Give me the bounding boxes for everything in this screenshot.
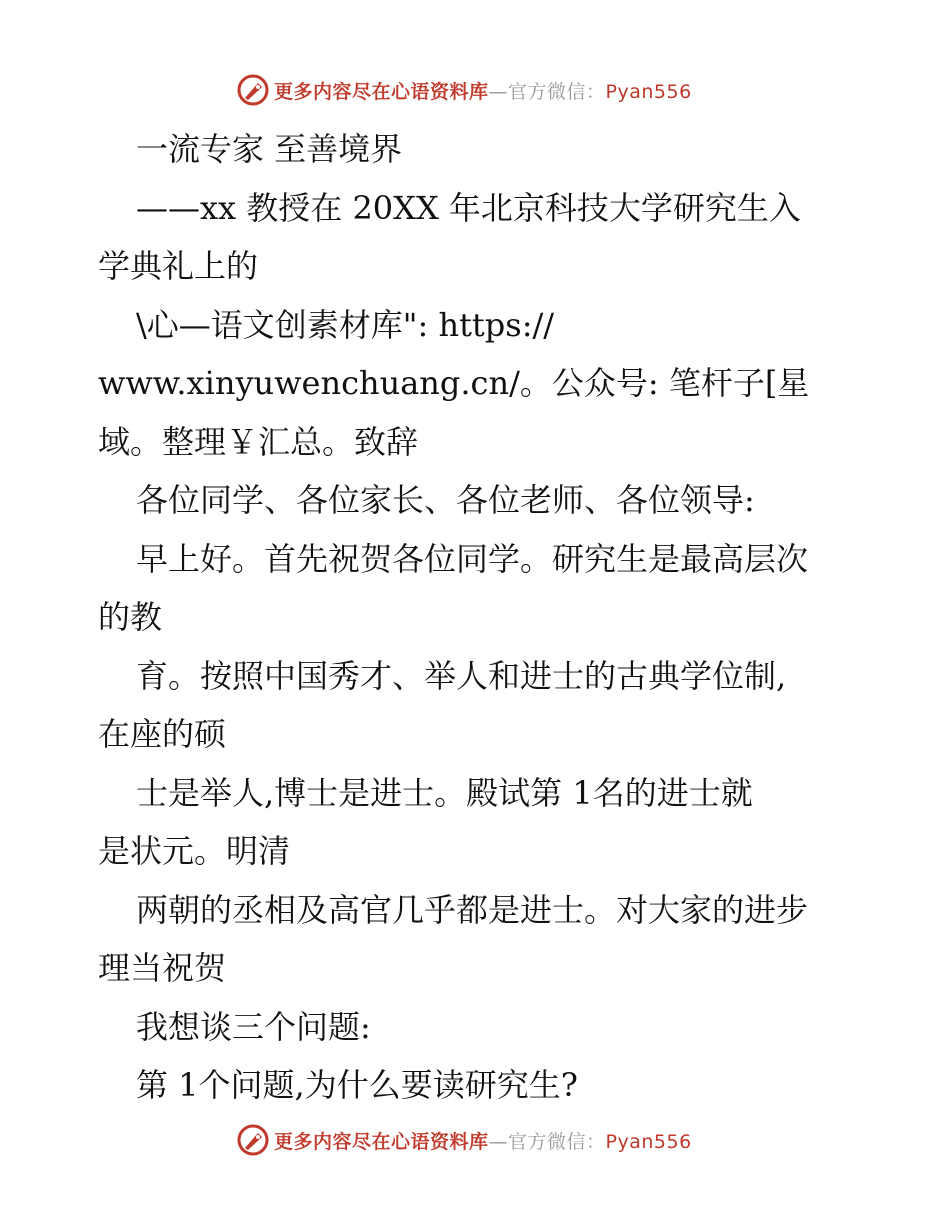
- doc-paragraph-line: 理当祝贺: [98, 949, 227, 987]
- doc-paragraph-line: 士是举人,博士是进士。殿试第 1名的进士就: [136, 773, 753, 812]
- footer-banner: [236, 1120, 716, 1160]
- header-banner-main: 更多内容尽在心语资料库: [274, 80, 489, 103]
- doc-source-line-2: www.xinyuwenchuang.cn/。公众号: 笔杆子[星: [98, 364, 810, 402]
- header-banner-wechat-id: Pyan556: [605, 80, 692, 103]
- doc-paragraph-line: 育。按照中国秀才、举人和进士的古典学位制,: [136, 656, 787, 695]
- doc-paragraph-line: 我想谈三个问题:: [136, 1007, 371, 1046]
- doc-paragraph-line: 两朝的丞相及高官几乎都是进士。对大家的进步: [136, 890, 809, 929]
- footer-banner-wechat-id: Pyan556: [605, 1130, 692, 1153]
- footer-banner-separator: —: [488, 1130, 509, 1153]
- doc-question-heading: 第 1个问题,为什么要读研究生?: [136, 1066, 578, 1104]
- header-banner-wechat-label: 官方微信：: [508, 80, 606, 103]
- doc-source-line-3: 域。整理￥汇总。致辞: [98, 422, 419, 461]
- footer-banner-wechat-label: 官方微信：: [508, 1130, 606, 1153]
- doc-title: 一流专家 至善境界: [136, 130, 403, 168]
- doc-subtitle-line-1: ——xx 教授在 20XX 年北京科技大学研究生入: [136, 188, 801, 227]
- doc-source-line-1: \心—语文创素材库": https://: [136, 305, 555, 344]
- header-banner: [236, 70, 716, 110]
- doc-paragraph-line: 是状元。明清: [98, 832, 291, 870]
- pen-nib-logo-icon: [236, 1123, 270, 1157]
- doc-subtitle-line-2: 学典礼上的: [98, 247, 259, 285]
- doc-paragraph-line: 早上好。首先祝贺各位同学。研究生是最高层次: [136, 539, 809, 578]
- header-banner-text: [274, 77, 692, 104]
- document-body: [98, 120, 858, 1115]
- doc-greeting: 各位同学、各位家长、各位老师、各位领导:: [136, 481, 755, 519]
- footer-banner-text: [274, 1127, 692, 1154]
- footer-banner-main: 更多内容尽在心语资料库: [274, 1130, 489, 1153]
- pen-nib-logo-icon: [236, 73, 270, 107]
- doc-paragraph-line: 的教: [98, 598, 163, 636]
- doc-paragraph-line: 在座的硕: [98, 715, 227, 753]
- header-banner-separator: —: [488, 80, 509, 103]
